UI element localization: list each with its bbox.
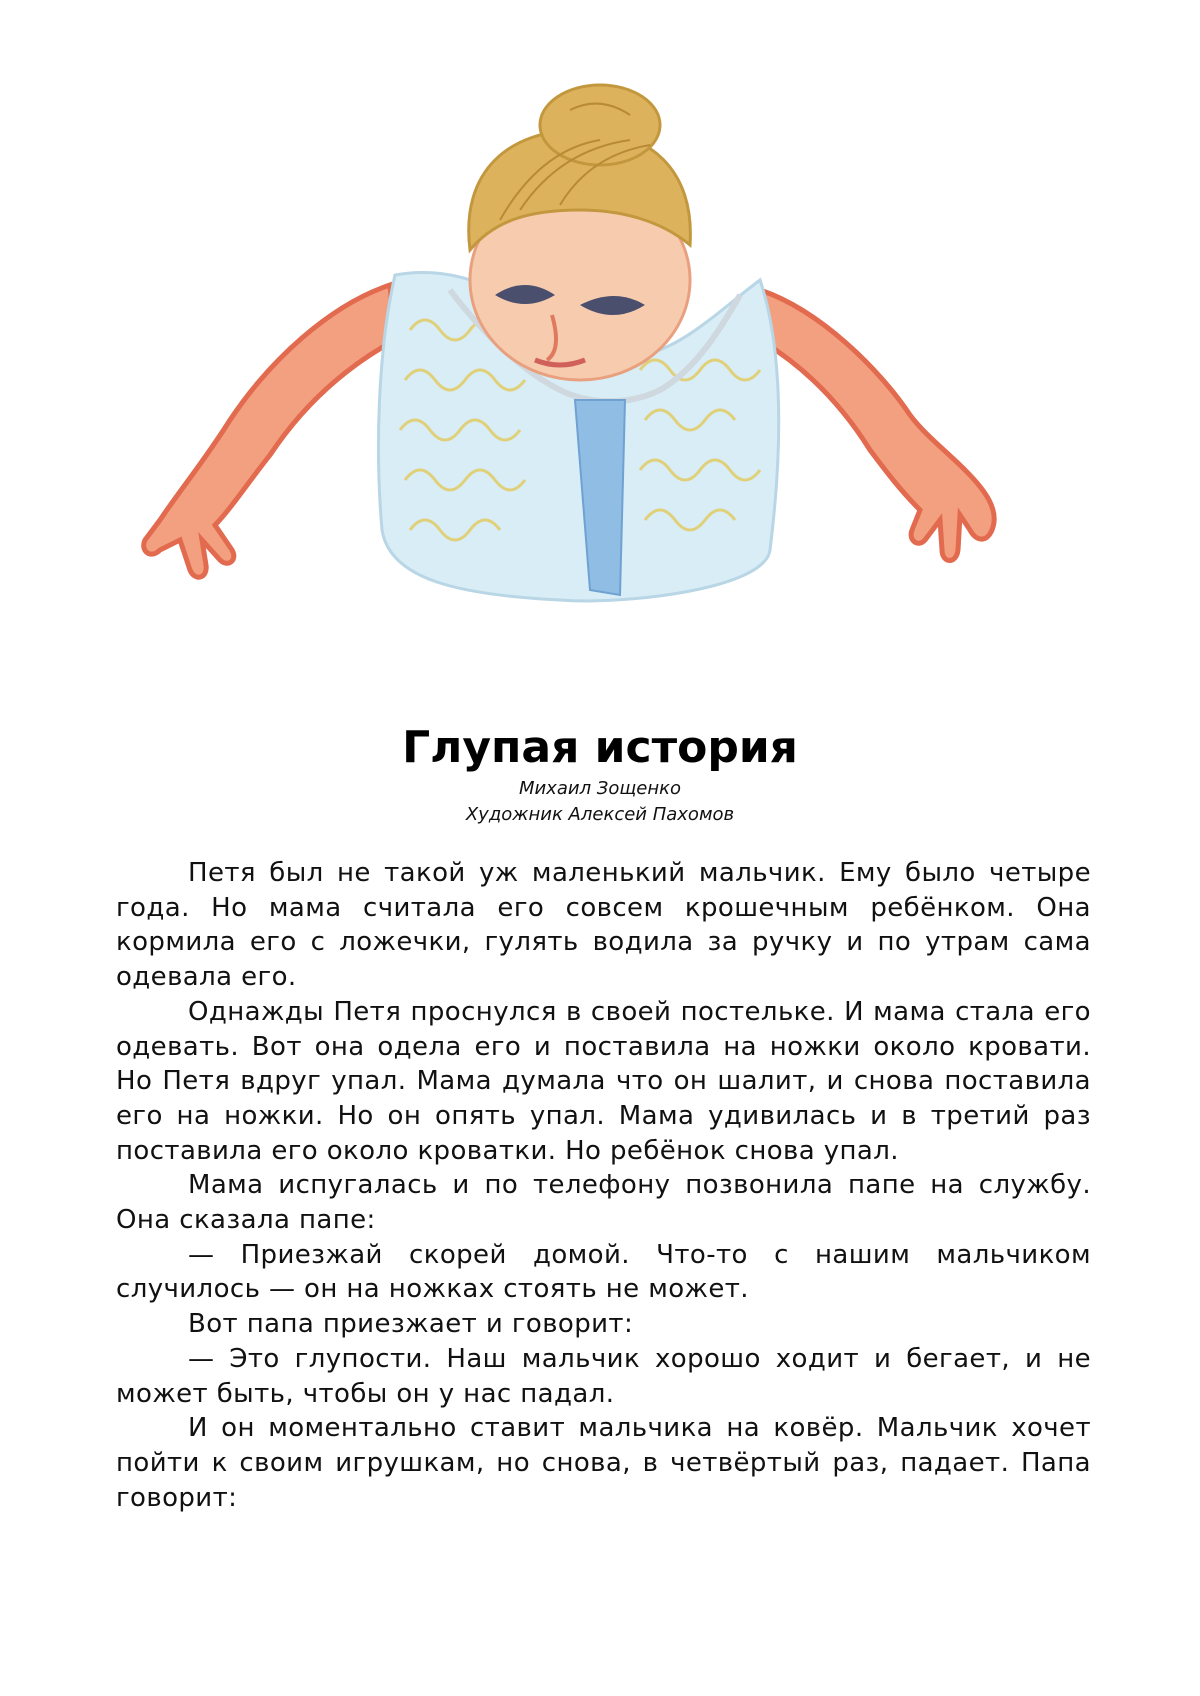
paragraph: — Это глупости. Наш мальчик хорошо ходит и бегает, и не может быть, чтобы он у нас падал.	[116, 1343, 1091, 1409]
paragraph: Вот папа приезжает и говорит:	[188, 1309, 634, 1340]
paragraph: — Приезжай скорей домой. Что-то с нашим мальчиком случилось — он на ножках стоять не может.	[116, 1239, 1091, 1305]
hair-bun	[540, 85, 660, 165]
author-name: Михаил Зощенко	[518, 778, 682, 799]
paragraph: Мама испугалась и по телефону позвонила папе на службу. Она сказала папе:	[116, 1170, 1091, 1236]
illustrator-name: Художник Алексей Пахомов	[465, 804, 735, 825]
story-text	[116, 856, 1091, 1515]
story-title: Глупая история	[402, 722, 798, 773]
left-arm	[144, 285, 395, 577]
credits	[0, 776, 1200, 828]
right-arm	[760, 290, 994, 561]
illustration-woman-leaning	[120, 70, 1080, 690]
paragraph: И он моментально ставит мальчика на ковёр. Мальчик хочет пойти к своим игрушкам, но снова, в четвёртый раз, падает. Папа говорит:	[116, 1413, 1091, 1513]
paragraph: Однажды Петя проснулся в своей постельке. И мама стала его одевать. Вот она одела его и поставила на ножки около кровати. Но Петя вдруг упал. Мама думала что он шалит, и снова поставила его на ножки. Но он опять упал. Мама удивилась и в третий раз поставила его около кроватки. Но ребёнок снова упал.	[116, 996, 1091, 1166]
paragraph: Петя был не такой уж маленький мальчик. Ему было четыре года. Но мама считала его совсем крошечным ребёнком. Она кормила его с ложечки, гулять водила за ручку и по утрам сама одевала его.	[116, 858, 1091, 993]
